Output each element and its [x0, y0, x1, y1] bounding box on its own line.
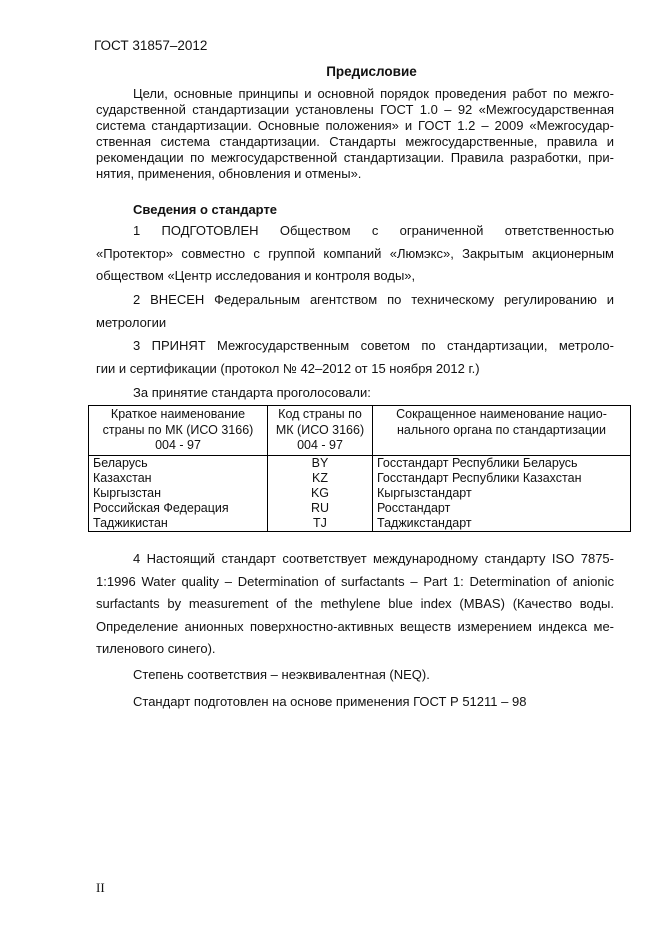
voted-intro: За принятие стандарта проголосовали:	[133, 385, 371, 400]
item-3-adopted	[96, 335, 614, 380]
item-2-line: 2 ВНЕСЕН Федеральным агентством по техническому регулированию и	[133, 292, 614, 307]
header-code-line: МК (ИСО 3166)	[275, 422, 365, 437]
item-2-introduced	[96, 289, 614, 334]
body-cell: Таджикстандарт	[373, 516, 631, 532]
item-4-line: 4 Настоящий стандарт соответствует международному стандарту ISO 7875-	[133, 551, 614, 566]
header-code-line: Код страны по	[278, 407, 362, 421]
table-row	[89, 471, 631, 486]
code-cell: TJ	[268, 516, 373, 532]
item-1-line: 1 ПОДГОТОВЛЕН Обществом с ограниченной ответственностью	[133, 223, 614, 238]
header-country	[89, 406, 268, 456]
header-code	[268, 406, 373, 456]
code-cell: BY	[268, 455, 373, 471]
body-cell: Росстандарт	[373, 501, 631, 516]
header-body	[373, 406, 631, 456]
header-country-line: 004 - 97	[155, 438, 201, 452]
header-country-line: Краткое наименование	[110, 407, 246, 421]
body-cell: Госстандарт Республики Беларусь	[373, 455, 631, 471]
item-4-line: 1:1996 Water quality – Determination of surfactants – Part 1: Determination of anionic	[96, 573, 614, 589]
item-4-line: Определение анионных поверхностно-активных веществ измерением индекса ме-	[96, 618, 614, 634]
preface-line: система стандартизации. Основные положения» и ГОСТ 1.2 – 2009 «Межгосудар-	[96, 118, 614, 133]
document-header: ГОСТ 31857–2012	[94, 38, 208, 53]
code-cell: KZ	[268, 471, 373, 486]
header-code-line: 004 - 97	[297, 438, 343, 452]
item-1-line: обществом «Центр исследования и контроля воды»,	[96, 268, 416, 283]
table-row	[89, 501, 631, 516]
code-cell: RU	[268, 501, 373, 516]
preface-title: Предисловие	[326, 64, 417, 79]
page-number: II	[96, 880, 105, 895]
country-cell: Беларусь	[89, 455, 268, 471]
country-cell: Российская Федерация	[89, 501, 268, 516]
preface-line: нятия, применения, обновления и отмены».	[96, 166, 362, 181]
table-header-row	[89, 406, 631, 456]
preface-line: сударственной стандартизации установлены ГОСТ 1.0 – 92 «Межгосударственная	[96, 102, 614, 117]
item-1-prepared	[96, 220, 614, 288]
body-cell: Госстандарт Республики Казахстан	[373, 471, 631, 486]
country-cell: Кыргызстан	[89, 486, 268, 501]
item-3-line: гии и сертификации (протокол № 42–2012 от 15 ноября 2012 г.)	[96, 360, 480, 376]
item-4-conformity	[96, 548, 614, 661]
table-row	[89, 516, 631, 532]
item-4-line: surfactants by measurement of the methylene blue index (MBAS) (Качество воды.	[96, 596, 614, 611]
conformity-degree: Степень соответствия – неэквивалентная (NEQ).	[133, 667, 430, 682]
item-2-line: метрологии	[96, 314, 167, 330]
preface-line: ственная система стандартизации. Стандарты межгосударственные, правила и	[96, 134, 614, 149]
preface-line: рекомендации по межгосударственной стандартизации. Правила разработки, при-	[96, 150, 614, 165]
preface-line: Цели, основные принципы и основной порядок проведения работ по межго-	[133, 86, 614, 101]
standard-basis: Стандарт подготовлен на основе применения ГОСТ Р 51211 – 98	[133, 694, 527, 709]
body-cell: Кыргызстандарт	[373, 486, 631, 501]
item-3-line: 3 ПРИНЯТ Межгосударственным советом по стандартизации, метроло-	[133, 338, 614, 353]
header-body-line: Сокращенное наименование нацио-	[396, 407, 607, 421]
voting-table	[88, 405, 631, 532]
item-4-line: тиленового синего).	[96, 641, 216, 656]
country-cell: Таджикистан	[89, 516, 268, 532]
code-cell: KG	[268, 486, 373, 501]
standard-info-title: Сведения о стандарте	[133, 202, 278, 217]
table-row	[89, 455, 631, 471]
country-cell: Казахстан	[89, 471, 268, 486]
item-1-line: «Протектор» совместно с группой компаний «Люмэкс», Закрытым акционерным	[96, 245, 614, 261]
table-row	[89, 486, 631, 501]
preface-paragraph	[96, 86, 614, 182]
header-country-line: страны по МК (ИСО 3166)	[102, 422, 254, 437]
header-body-line: нального органа по стандартизации	[396, 422, 606, 437]
